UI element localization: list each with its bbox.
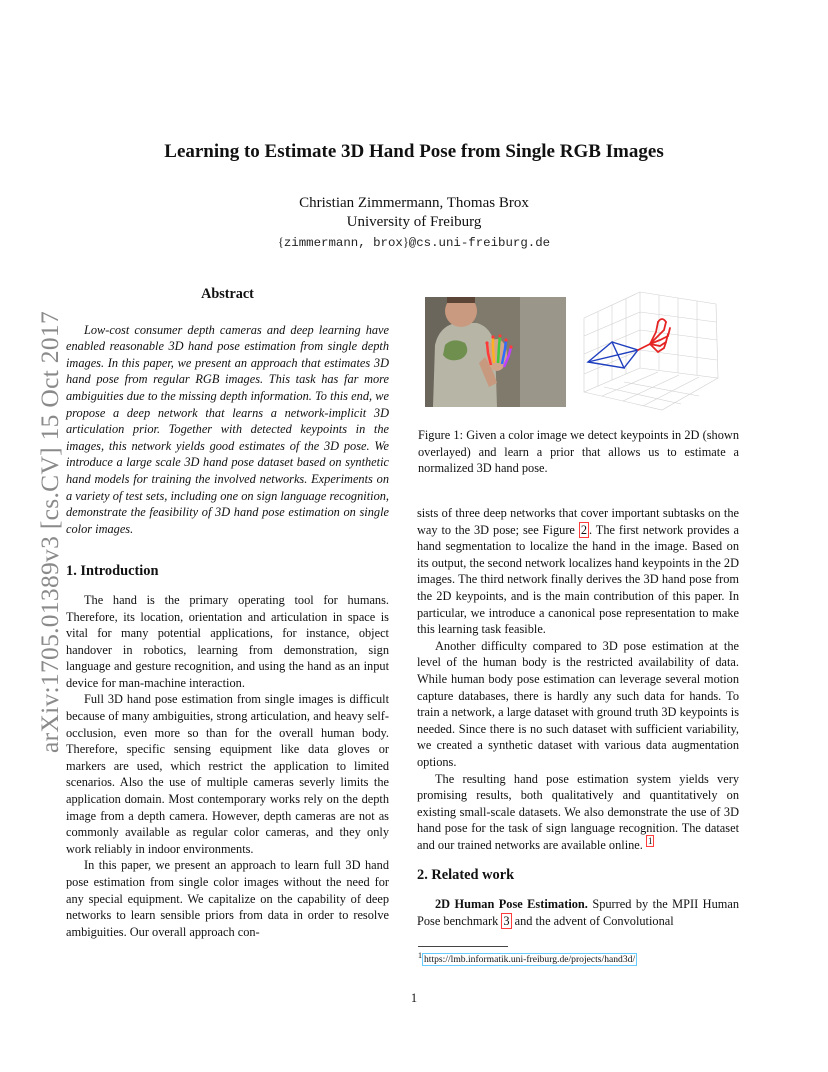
left-column [66, 286, 389, 940]
data-availability-paragraph: Another difficulty compared to 3D pose estimation at the level of the human body is the restricted availability of data. While human body pose estimation can leverage several motion capture databases, there is hardly any such data for hands. To train a network, a large dataset with ground truth 3D keypoints is needed. Since there is no such dataset with sufficient variability, we created a synthetic dataset with various data augmentation options. [417, 638, 739, 769]
citation-3-link[interactable]: 3 [503, 913, 510, 928]
approach-text-after: . The first network provides a hand segmentation to localize the hand in the image. Based on its output, the second network localizes hand keypoints in the 2D images. The third network finally derives the 3D hand pose from the 2D keypoints, and is the main contribution of this paper. In particular, we introduce a canonical pose representation to make this learning task feasible. [417, 522, 739, 637]
figure-1-color-image [425, 297, 566, 407]
right-column [417, 505, 739, 929]
abstract-text: Low-cost consumer depth cameras and deep learning have enabled reasonable 3D hand pose estimation from single depth images. In this paper, we present an approach that estimates 3D hand pose from regular RGB images. This task has far more ambiguities due to the missing depth information. To this end, we propose a deep network that learns a network-implicit 3D articulation prior. Together with detected keypoints in the images, this network yields good estimates of the 3D pose. We introduce a large scale 3D hand pose dataset based on synthetic hand models for training the involved networks. Experiments on a variety of test sets, including one on sign language recognition, demonstrate the feasibility of 3D hand pose estimation on single color images. [66, 322, 389, 536]
related-work-paragraph [417, 896, 739, 929]
intro-paragraph-3: In this paper, we present an approach to learn full 3D hand pose estimation from single color images without the need for any special equipment. We capitalize on the capability of deep networks to learn sensible priors from data in order to resolve ambiguities. Our overall approach con- [66, 858, 389, 939]
figure-2-reference-link[interactable]: 2 [580, 522, 588, 537]
email-brace-close: } [402, 235, 409, 249]
intro-paragraph-2: Full 3D hand pose estimation from single images is difficult because of many ambiguities, strong articulation, and heavy self-occlusion, even more so than for the overall human body. Therefore, specific sensing equipment like data gloves or markers are used, which restrict the application to limited scenarios. Also the use of multiple cameras severly limits the application domain. Most contemporary works rely on the depth image from a depth camera. However, depth cameras are not as commonly available as regular color cameras, and they only work reliably in indoor environments. [66, 692, 389, 856]
page-number: 1 [410, 991, 418, 1005]
email-domain: @cs.uni-freiburg.de [408, 236, 551, 250]
related-work-runin-heading: 2D Human Pose Estimation. [435, 897, 588, 912]
footnote-1-marker[interactable]: 1 [647, 835, 653, 846]
approach-paragraph [417, 505, 739, 638]
author-names: Christian Zimmermann, Thomas Brox [299, 195, 529, 211]
results-paragraph [417, 771, 739, 854]
results-text: The resulting hand pose estimation system yields very promising results, both qualitatively and quantitatively on existing small-scale datasets. We also demonstrate the use of 3D hand pose for the task of sign language recognition. The dataset and our trained networks are available online. [417, 771, 739, 852]
paper-title: Learning to Estimate 3D Hand Pose from Single RGB Images [164, 141, 664, 162]
figure-1-caption: Figure 1: Given a color image we detect keypoints in 2D (shown overlayed) and learn a prior that allows us to estimate a normalized 3D hand pose. [418, 428, 739, 476]
approach-text-before: sists of three deep networks that cover important subtasks on the way to the 3D pose; see Figure [417, 506, 739, 537]
abstract-heading: Abstract [201, 286, 254, 302]
figure-1-photo-illustration [425, 297, 566, 407]
footnote-1 [418, 951, 637, 965]
footnote-1-url-link[interactable]: https://lmb.informatik.uni-freiburg.de/projects/hand3d/ [424, 954, 636, 966]
intro-paragraph-1: The hand is the primary operating tool for humans. Therefore, its location, orientation and articulation in space is vital for many potential applications, for instance, object handover in robotics, learning from demonstration, sign language and gesture recognition, and using the hand as an input device for man-machine interaction. [66, 592, 389, 690]
footnote-1-number: 1 [418, 951, 422, 960]
arxiv-identifier-stamp: arXiv:1705.01389v3 [cs.CV] 15 Oct 2017 [35, 311, 64, 754]
footnote-rule [418, 946, 508, 947]
author-affiliation: University of Freiburg [346, 214, 482, 230]
figure-1-3d-pose-plot [578, 290, 724, 412]
related-work-text-after: and the advent of Convolutional [511, 913, 674, 928]
email-names: zimmermann, brox [283, 236, 403, 250]
author-emails [0, 235, 828, 250]
email-brace-open: { [277, 235, 284, 249]
figure-1-plot-illustration [578, 290, 724, 412]
related-work-heading: 2. Related work [417, 867, 515, 884]
related-work-text-before: Spurred by the MPII Human Pose benchmark [417, 897, 739, 928]
introduction-heading: 1. Introduction [66, 563, 159, 580]
